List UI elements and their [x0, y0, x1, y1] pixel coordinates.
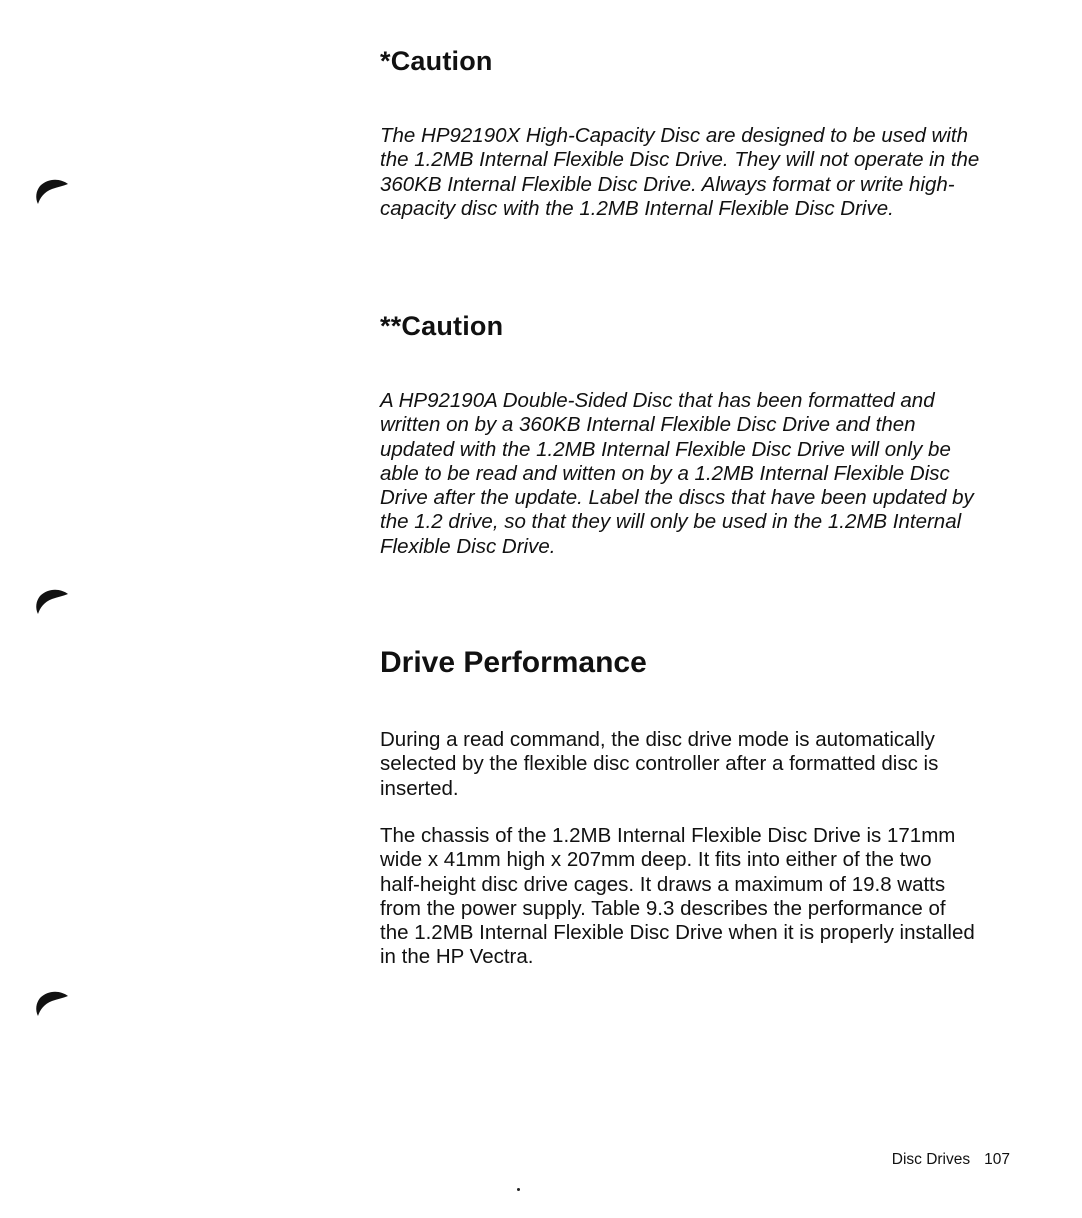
footer-section-title: Disc Drives: [891, 1151, 971, 1168]
text-line: A HP92190A Double-Sided Disc that has been formatted and: [380, 389, 935, 412]
caution-heading-2: **Caution: [380, 311, 504, 341]
scan-speck: [517, 1188, 520, 1191]
text-line: The HP92190X High-Capacity Disc are designed to be used with: [380, 124, 968, 147]
text-line: the 1.2MB Internal Flexible Disc Drive. They will not operate in the: [380, 148, 980, 172]
text-line: able to be read and witten on by a 1.2MB Internal Flexible Disc: [380, 461, 950, 485]
text-line: from the power supply. Table 9.3 describes the performance of: [380, 896, 946, 920]
text-line: in the HP Vectra.: [380, 945, 534, 969]
text-line: inserted.: [380, 776, 459, 800]
text-line: capacity disc with the 1.2MB Internal Flexible Disc Drive.: [380, 196, 894, 220]
text-line: the 1.2MB Internal Flexible Disc Drive when it is properly installed: [380, 921, 975, 945]
text-line: selected by the flexible disc controller after a formatted disc is: [380, 752, 939, 776]
binder-hole-mark-middle: [30, 580, 74, 624]
text-line: wide x 41mm high x 207mm deep. It fits into either of the two: [380, 848, 932, 872]
text-line: 360KB Internal Flexible Disc Drive. Always format or write high-: [380, 172, 955, 196]
text-line: the 1.2 drive, so that they will only be used in the 1.2MB Internal: [380, 510, 962, 534]
page-footer: [892, 1151, 1010, 1169]
binder-hole-mark-bottom: [30, 982, 74, 1026]
text-line: Drive after the update. Label the discs that have been updated by: [380, 486, 974, 510]
page-number: 107: [984, 1151, 1010, 1168]
performance-paragraph-2: [380, 824, 1000, 970]
section-heading-drive-performance: Drive Performance: [380, 646, 647, 679]
text-line: Flexible Disc Drive.: [380, 534, 556, 558]
text-line: The chassis of the 1.2MB Internal Flexible Disc Drive is 171mm: [380, 824, 956, 847]
text-line: written on by a 360KB Internal Flexible Disc Drive and then: [380, 413, 916, 437]
binder-hole-mark-top: [30, 170, 74, 214]
performance-paragraph-1: [380, 728, 1000, 801]
caution-paragraph-2: [380, 389, 1000, 559]
caution-heading-1: *Caution: [380, 46, 493, 76]
text-line: During a read command, the disc drive mode is automatically: [380, 728, 935, 751]
text-line: half-height disc drive cages. It draws a maximum of 19.8 watts: [380, 872, 946, 896]
text-line: updated with the 1.2MB Internal Flexible Disc Drive will only be: [380, 437, 951, 461]
caution-paragraph-1: [380, 124, 1000, 221]
